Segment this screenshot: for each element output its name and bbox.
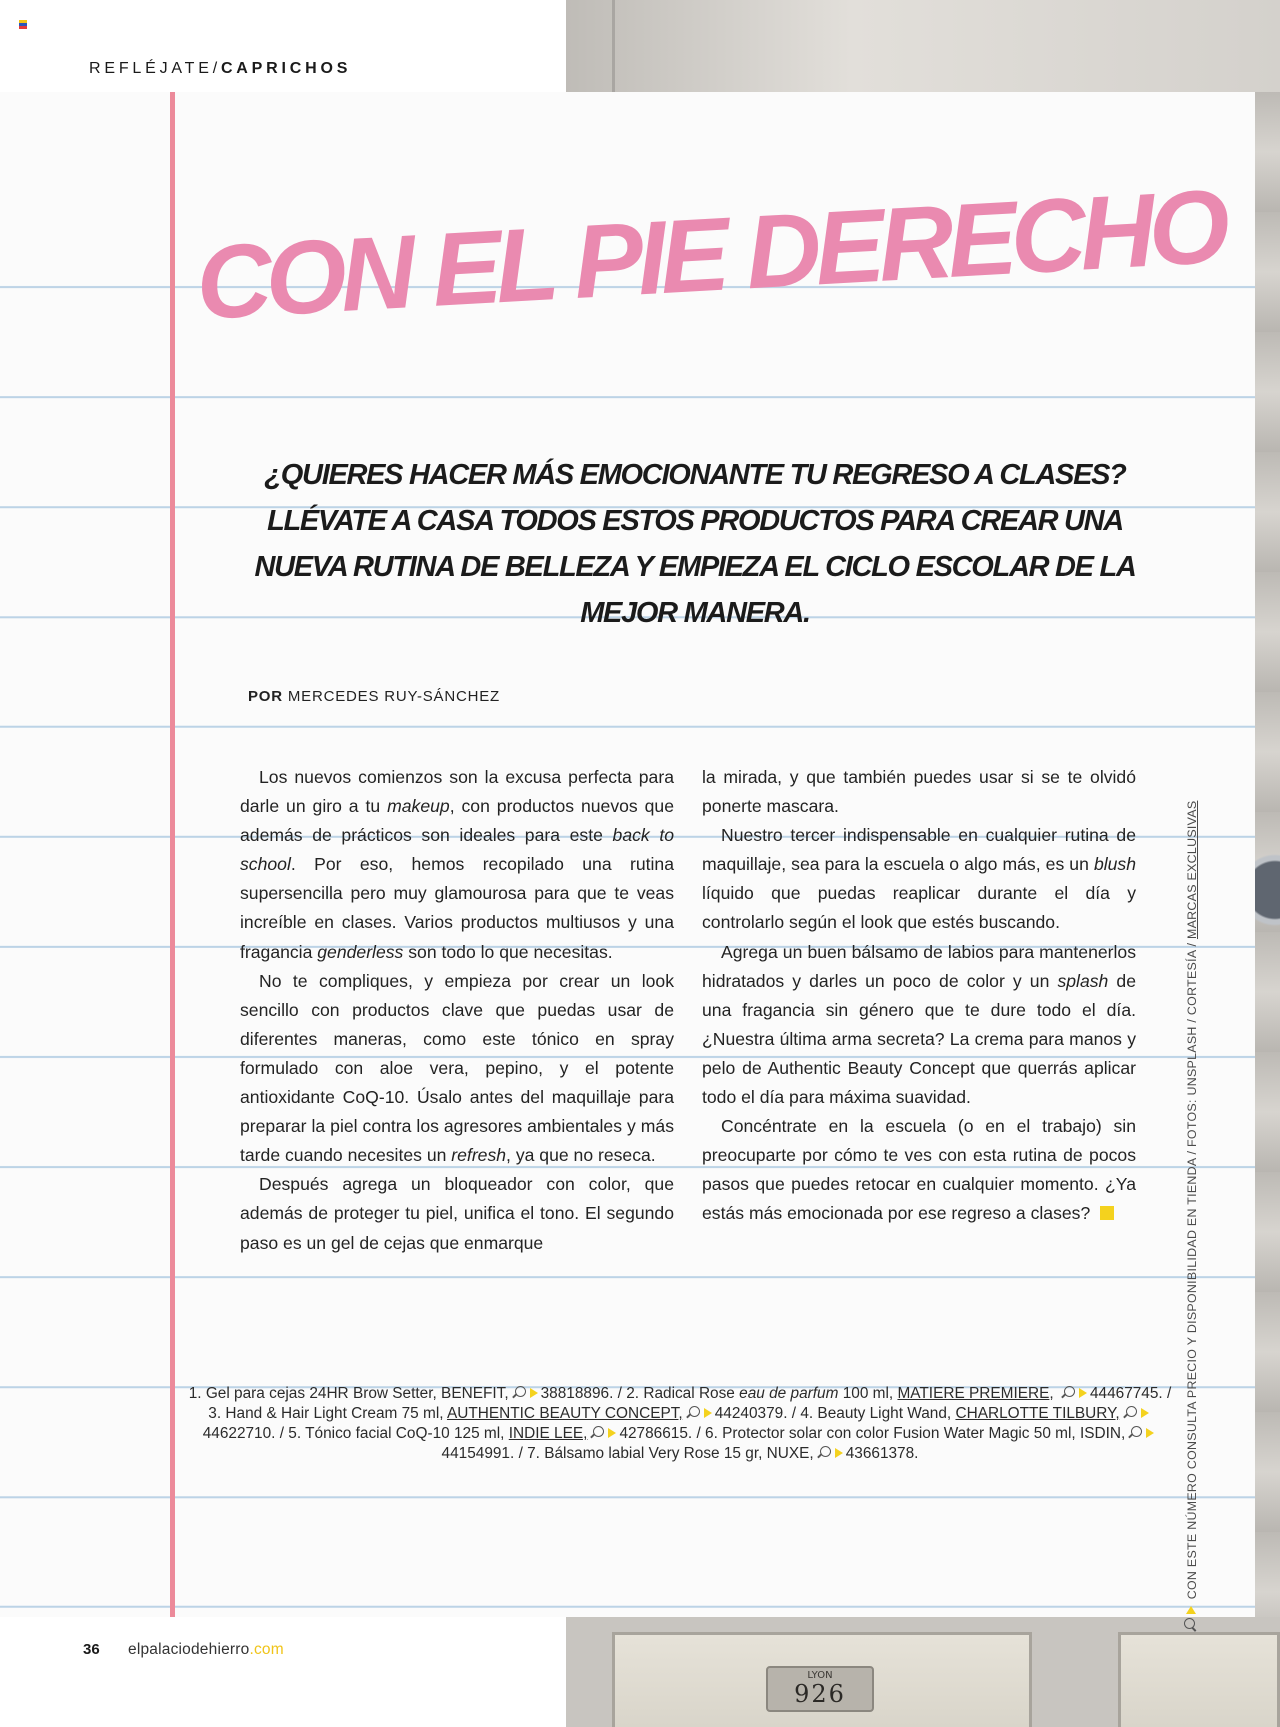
margin-line bbox=[170, 92, 175, 1617]
paragraph: Agrega un buen bálsamo de labios para mantenerlos hidratados y darles un poco de color y un splash de una fragancia sin género que te dure todo el día. ¿Nuestra última arma secreta? La crema para manos y pelo de Authentic Beauty Concept que querrás aplicar todo el día para máxima suavidad. bbox=[702, 941, 1136, 1108]
arrow-icon bbox=[530, 1388, 538, 1398]
flag-icon bbox=[19, 20, 27, 29]
photo-credit-sidenote: CON ESTE NÚMERO CONSULTA PRECIO Y DISPONIBILIDAD EN TIENDA / FOTOS: UNSPLASH / CORTESÍA / MARCAS EXCLUSIVAS bbox=[1184, 801, 1199, 1635]
search-icon bbox=[820, 1446, 831, 1457]
locker-door bbox=[1118, 1632, 1280, 1727]
byline bbox=[248, 688, 500, 705]
arrow-icon bbox=[1141, 1408, 1149, 1418]
search-icon bbox=[1064, 1386, 1075, 1397]
section-name: REFLÉJATE/ bbox=[89, 60, 221, 77]
paragraph: Los nuevos comienzos son la excusa perfecta para darle un giro a tu makeup, con productos nuevos que además de prácticos son ideales para este back to school. Por eso, hemos recopilado una rutina supersencilla pero muy glamourosa para que te veas increíble en clases. Varios productos multiusos y una fragancia genderless son todo lo que necesitas. bbox=[240, 767, 674, 962]
locker-number-plate bbox=[766, 1666, 874, 1712]
search-icon bbox=[1131, 1426, 1142, 1437]
website-link[interactable]: elpalaciodehierro.com bbox=[128, 1641, 284, 1658]
product-credits: 1. Gel para cejas 24HR Brow Setter, BENEFIT, 38818896. / 2. Radical Rose eau de parfum 100 ml, MATIERE PREMIERE, 44467745. / 3. Hand & Hair Light Cream 75 ml, AUTHENTIC BEAUTY CONCEPT, 44240379. / 4. Beauty Light Wand, CHARLOTTE TILBURY,44622710. / 5. Tónico facial CoQ-10 125 ml, INDIE LEE, 42786615. / 6. Protector solar con color Fusion Water Magic 50 ml, ISDIN,44154991. / 7. Bálsamo labial Very Rose 15 gr, NUXE, 43661378. bbox=[188, 1385, 1172, 1463]
arrow-icon bbox=[1079, 1388, 1087, 1398]
arrow-icon bbox=[1186, 1606, 1196, 1614]
subsection-name: CAPRICHOS bbox=[220, 60, 352, 77]
author-name: MERCEDES RUY-SÁNCHEZ bbox=[287, 688, 501, 705]
watch-image bbox=[1255, 790, 1280, 1030]
search-icon bbox=[689, 1406, 700, 1417]
body-column-right bbox=[702, 763, 1136, 1229]
article-lede: ¿QUIERES HACER MÁS EMOCIONANTE TU REGRESO A CLASES? LLÉVATE A CASA TODOS ESTOS PRODUCTOS PARA CREAR UNA NUEVA RUTINA DE BELLEZA Y EMPIEZA EL CICLO ESCOLAR DE LA MEJOR MANERA. bbox=[254, 459, 1136, 629]
search-icon bbox=[515, 1386, 526, 1397]
brand-name: AUTHENTIC BEAUTY CONCEPT, bbox=[446, 1405, 683, 1423]
body-column-left bbox=[240, 763, 674, 1258]
article-title: CON EL PIE DERECHO bbox=[193, 168, 1227, 343]
search-icon bbox=[1126, 1406, 1137, 1417]
locker-number: 926 bbox=[794, 1680, 846, 1708]
section-header bbox=[89, 60, 351, 78]
search-icon bbox=[1184, 1618, 1195, 1629]
search-icon bbox=[593, 1426, 604, 1437]
paragraph: Concéntrate en la escuela (o en el trabajo) sin preocuparte por cómo te ves con esta rutina de pocos pasos que puedes retocar en cualquier momento. ¿Ya estás más emocionada por ese regreso a clases? bbox=[702, 1116, 1136, 1224]
paragraph: Nuestro tercer indispensable en cualquier rutina de maquillaje, sea para la escuela o algo más, es un blush líquido que puedas reaplicar durante el día y controlarlo según el look que estés buscando. bbox=[702, 825, 1136, 933]
brand-name: MATIERE PREMIERE bbox=[897, 1385, 1050, 1402]
paragraph: Después agrega un bloqueador con color, que además de proteger tu piel, unifica el tono. El segundo paso es un gel de cejas que enmarque bbox=[240, 1174, 674, 1253]
brand-name: INDIE LEE, bbox=[508, 1425, 588, 1443]
arrow-icon bbox=[704, 1408, 712, 1418]
paragraph: la mirada, y que también puedes usar si se te olvidó ponerte mascara. bbox=[702, 767, 1136, 817]
brand-name: CHARLOTTE TILBURY, bbox=[955, 1405, 1120, 1423]
byline-label: POR bbox=[248, 688, 283, 705]
paragraph: No te compliques, y empieza por crear un look sencillo con productos clave que puedas usar de diferentes maneras, como este tónico en spray formulado con aloe vera, pepino, y el potente antioxidante CoQ-10. Úsalo antes del maquillaje para preparar la piel contra los agresores ambientales y más tarde cuando necesites un refresh, ya que no reseca. bbox=[240, 970, 674, 1166]
end-mark-icon bbox=[1100, 1206, 1114, 1220]
locker-top-panel bbox=[566, 0, 1280, 92]
arrow-icon bbox=[835, 1448, 843, 1458]
arrow-icon bbox=[608, 1428, 616, 1438]
locker-seam bbox=[612, 0, 615, 92]
arrow-icon bbox=[1146, 1428, 1154, 1438]
page-number: 36 bbox=[83, 1641, 100, 1658]
locker-plate-brand: LYON bbox=[807, 1670, 833, 1681]
